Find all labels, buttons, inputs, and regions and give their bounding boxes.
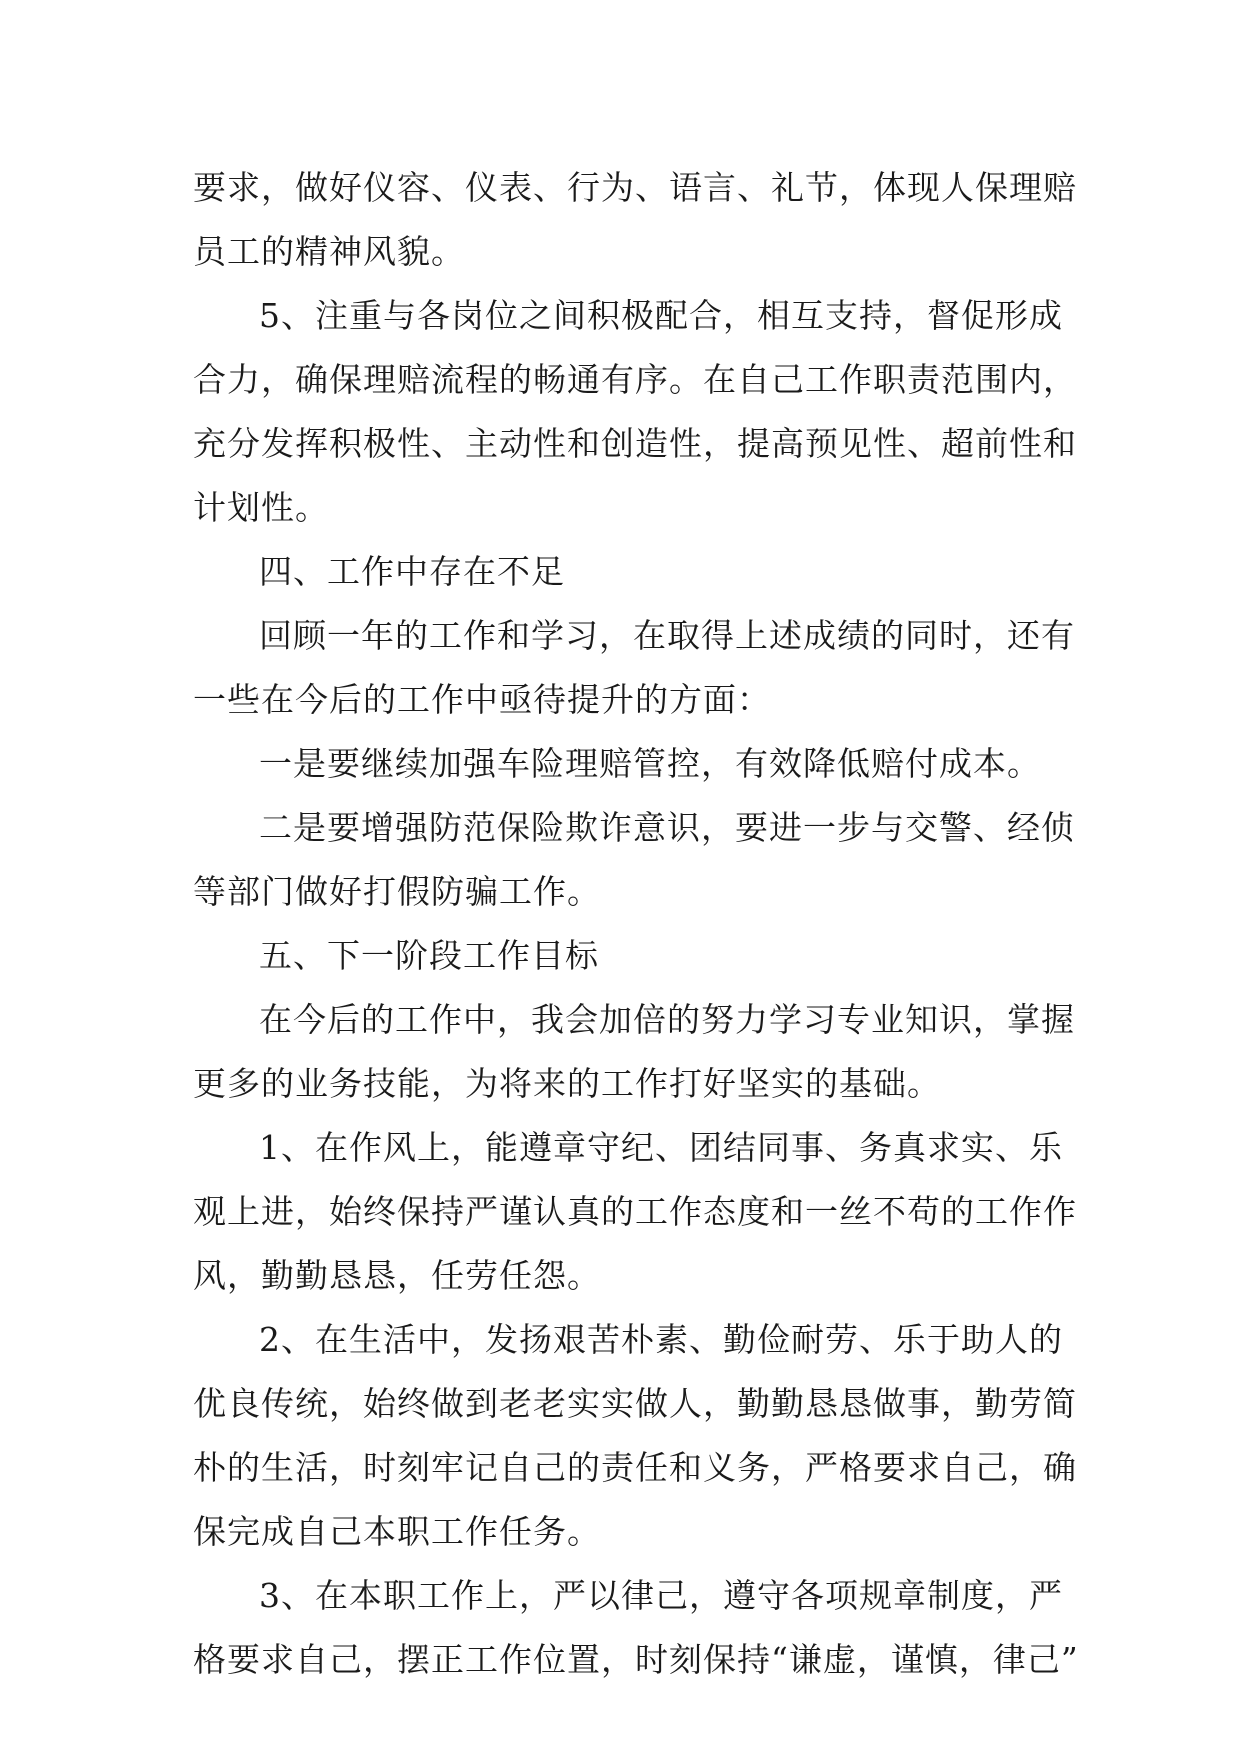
document-body <box>193 156 1079 1692</box>
text-line: 2、在生活中，发扬艰苦朴素、勤俭耐劳、乐于助人的 <box>259 1320 1063 1359</box>
text-line: 更多的业务技能，为将来的工作打好坚实的基础。 <box>193 1064 941 1103</box>
text-line: 在今后的工作中，我会加倍的努力学习专业知识，掌握 <box>259 1000 1075 1039</box>
text-line: 1、在作风上，能遵章守纪、团结同事、务真求实、乐 <box>259 1128 1063 1167</box>
text-line: 观上进，始终保持严谨认真的工作态度和一丝不苟的工作作 <box>193 1192 1077 1231</box>
text-line: 3、在本职工作上，严以律己，遵守各项规章制度，严 <box>259 1576 1063 1615</box>
text-line: 格要求自己，摆正工作位置，时刻保持“谦虚，谨慎，律己” <box>193 1640 1079 1679</box>
text-line: 等部门做好打假防骗工作。 <box>193 872 601 911</box>
text-line: 保完成自己本职工作任务。 <box>193 1512 601 1551</box>
text-line: 充分发挥积极性、主动性和创造性，提高预见性、超前性和 <box>193 424 1077 463</box>
text-line: 二是要增强防范保险欺诈意识，要进一步与交警、经侦 <box>259 808 1075 847</box>
text-line: 风，勤勤恳恳，任劳任怨。 <box>193 1256 601 1295</box>
text-line: 四、工作中存在不足 <box>259 552 565 591</box>
text-line: 要求，做好仪容、仪表、行为、语言、礼节，体现人保理赔 <box>193 168 1077 207</box>
text-line: 计划性。 <box>193 488 329 527</box>
text-line: 回顾一年的工作和学习，在取得上述成绩的同时，还有 <box>259 616 1075 655</box>
text-line: 一是要继续加强车险理赔管控，有效降低赔付成本。 <box>259 744 1041 783</box>
text-line: 5、注重与各岗位之间积极配合，相互支持，督促形成 <box>259 296 1063 335</box>
text-line: 朴的生活，时刻牢记自己的责任和义务，严格要求自己，确 <box>193 1448 1077 1487</box>
text-line: 一些在今后的工作中亟待提升的方面： <box>193 680 771 719</box>
text-line: 优良传统，始终做到老老实实做人，勤勤恳恳做事，勤劳简 <box>193 1384 1077 1423</box>
text-line: 合力，确保理赔流程的畅通有序。在自己工作职责范围内， <box>193 360 1077 399</box>
text-line: 五、下一阶段工作目标 <box>259 936 599 975</box>
text-line: 员工的精神风貌。 <box>193 232 465 271</box>
